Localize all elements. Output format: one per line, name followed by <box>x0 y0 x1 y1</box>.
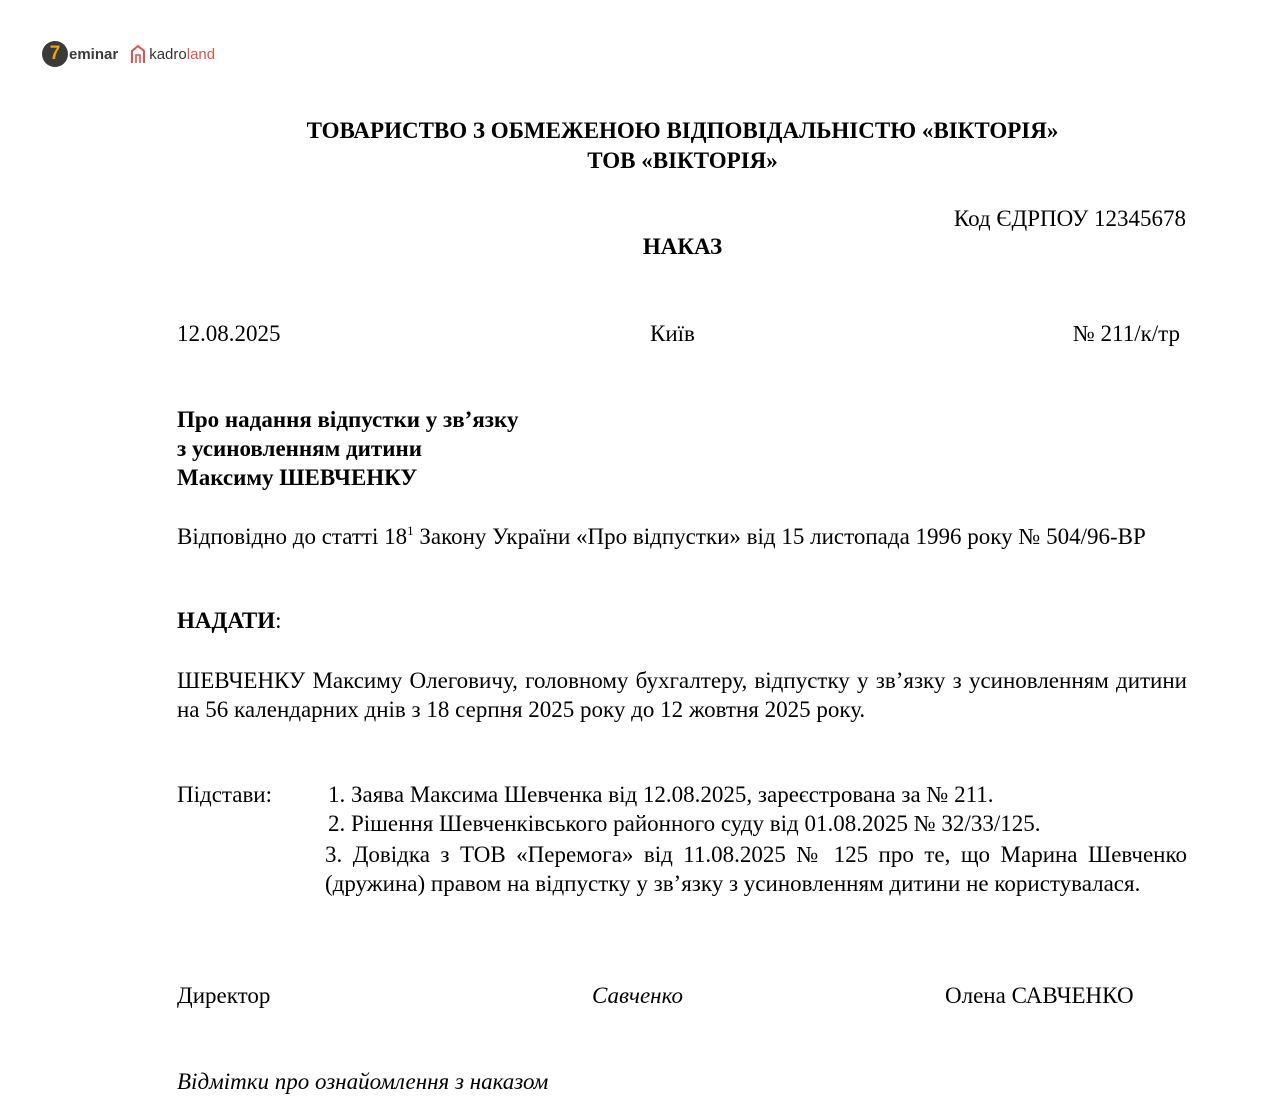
legal-basis <box>177 522 1187 551</box>
org-short-name: ТОВ «ВІКТОРІЯ» <box>587 148 778 173</box>
legal-basis-sup: 1 <box>407 523 414 538</box>
kadroland-logo <box>130 44 215 64</box>
edrpou-code: Код ЄДРПОУ 12345678 <box>953 206 1186 231</box>
order-keyword-colon: : <box>275 608 282 633</box>
acknowledgement-note: Відмітки про ознайомлення з наказом <box>177 1069 549 1094</box>
grounds-label: Підстави: <box>177 782 273 807</box>
kadroland-logo-part2: land <box>186 45 216 63</box>
order-city: Київ <box>650 321 695 346</box>
grounds-item-1: 1. Заява Максима Шевченка від 12.08.2025, зареєстрована за № 211. <box>328 782 994 807</box>
signature-position: Директор <box>177 983 271 1008</box>
legal-basis-after: Закону України «Про відпустки» від 15 листопада 1996 року № 504/96-ВР <box>413 524 1146 549</box>
org-full-name: ТОВАРИСТВО З ОБМЕЖЕНОЮ ВІДПОВІДАЛЬНІСТЮ «ВІКТОРІЯ» <box>306 118 1059 143</box>
order-keyword-line <box>177 608 282 634</box>
signature-name: Олена САВЧЕНКО <box>945 983 1134 1008</box>
legal-basis-before: Відповідно до статті 18 <box>177 524 408 549</box>
order-date: 12.08.2025 <box>177 321 281 346</box>
kadroland-logo-part1: kadro <box>149 45 187 63</box>
order-text: ШЕВЧЕНКУ Максиму Олеговичу, головному бухгалтеру, відпустку у зв’язку з усиновленням дитини на 56 календарних днів з 18 серпня 2025 року до 12 жовтня 2025 року. <box>177 668 1187 722</box>
subject-line-1: Про надання відпустки у зв’язку <box>177 407 519 432</box>
document-type: НАКАЗ <box>642 234 723 259</box>
logos <box>42 38 215 70</box>
grounds-item-2: 2. Рішення Шевченківського районного суду від 01.08.2025 № 32/33/125. <box>328 811 1041 836</box>
seminar-logo <box>42 41 118 67</box>
order-keyword: НАДАТИ <box>177 608 276 633</box>
subject-line-2: з усиновленням дитини <box>177 436 422 461</box>
seminar-logo-word: eminar <box>69 45 119 63</box>
grounds-item-3: 3. Довідка з ТОВ «Перемога» від 11.08.2025 № 125 про те, що Марина Шевченко (дружина) правом на відпустку у зв’язку з усиновленням дитини не користувалася. <box>325 842 1187 896</box>
seminar-logo-mark: 7 <box>42 41 68 67</box>
signature-handwritten: Савченко <box>592 983 683 1008</box>
kadroland-house-icon <box>130 44 146 64</box>
order-number: № 211/к/тр <box>1072 321 1180 346</box>
subject-line-3: Максиму ШЕВЧЕНКУ <box>177 465 418 490</box>
